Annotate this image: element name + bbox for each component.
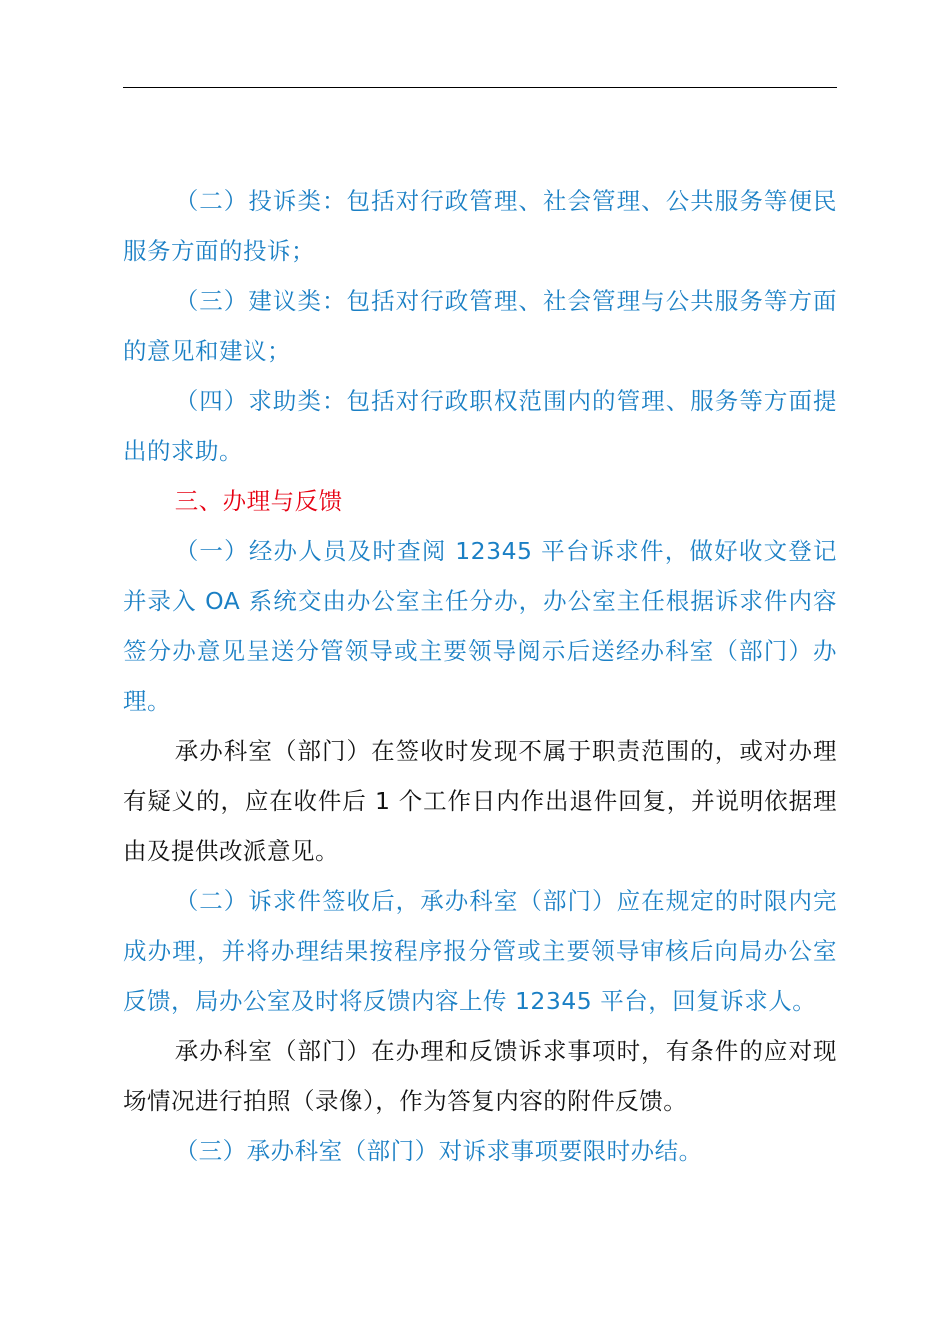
paragraph-handling-step-3: （三）承办科室（部门）对诉求事项要限时办结。 [174, 1137, 703, 1165]
paragraph-handling-step-1: （一）经办人员及时查阅 12345 平台诉求件，做好收文登记并录入 OA 系统交由办公室主任分办，办公室主任根据诉求件内容签分办意见呈送分管领导或主要领导阅示后送经办科室（部门）办理。 [123, 537, 837, 715]
paragraph-suggestion-category: （三）建议类：包括对行政管理、社会管理与公共服务等方面的意见和建议； [123, 287, 837, 365]
paragraph-help-category: （四）求助类：包括对行政职权范围内的管理、服务等方面提出的求助。 [123, 387, 837, 465]
paragraph-complaint-category: （二）投诉类：包括对行政管理、社会管理、公共服务等便民服务方面的投诉； [123, 187, 837, 265]
section-heading-handling-feedback: 三、办理与反馈 [174, 487, 343, 515]
header-rule [123, 87, 837, 88]
document-body [123, 176, 837, 1176]
paragraph-handling-step-2: （二）诉求件签收后，承办科室（部门）应在规定的时限内完成办理，并将办理结果按程序报分管或主要领导审核后向局办公室反馈，局办公室及时将反馈内容上传 12345 平台，回复诉求人。 [123, 887, 837, 1015]
paragraph-photo-rule: 承办科室（部门）在办理和反馈诉求事项时，有条件的应对现场情况进行拍照（录像），作为答复内容的附件反馈。 [123, 1037, 837, 1115]
paragraph-return-rule: 承办科室（部门）在签收时发现不属于职责范围的，或对办理有疑义的，应在收件后 1 个工作日内作出退件回复，并说明依据理由及提供改派意见。 [123, 737, 837, 865]
